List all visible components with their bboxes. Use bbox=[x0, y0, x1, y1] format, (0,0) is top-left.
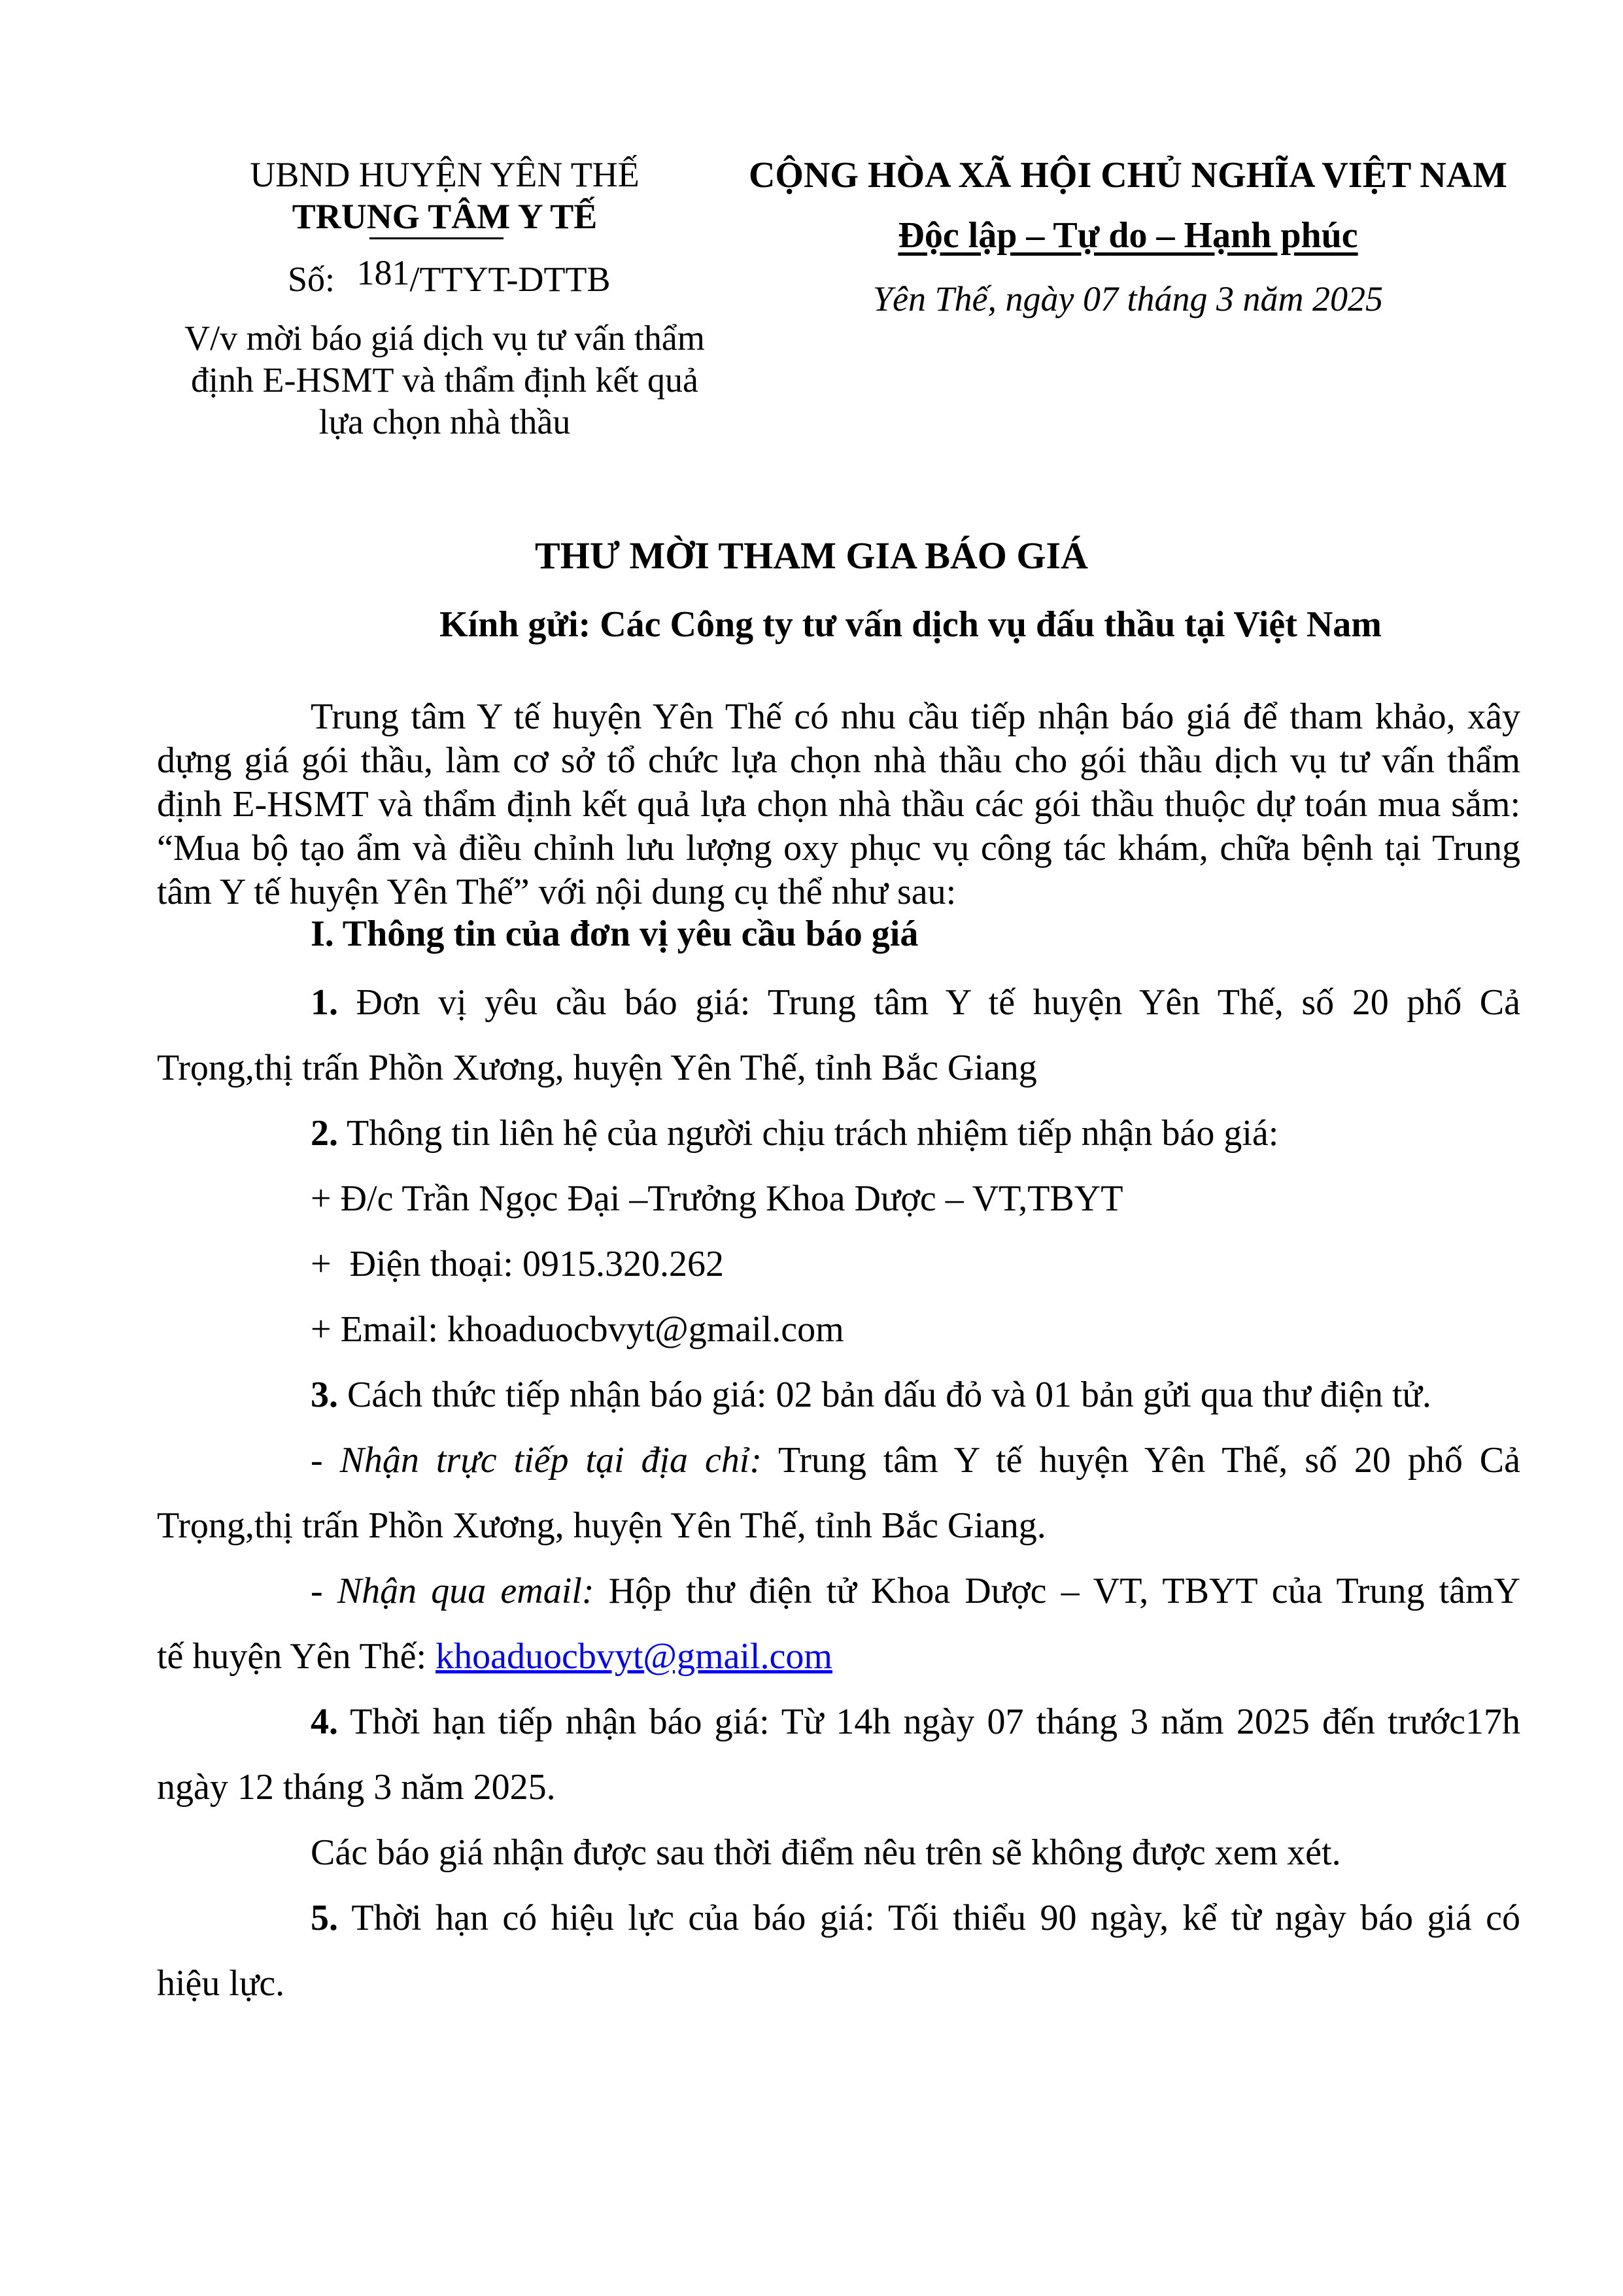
item-5-line-2: hiệu lực. bbox=[157, 1963, 285, 2004]
number-suffix: /TTYT-DTTB bbox=[409, 260, 611, 299]
nation-name: CỘNG HÒA XÃ HỘI CHỦ NGHĨA VIỆT NAM bbox=[748, 155, 1508, 196]
section-1-heading: I. Thông tin của đơn vị yêu cầu báo giá bbox=[311, 914, 919, 954]
item-4 bbox=[311, 1700, 1520, 1744]
header-right bbox=[719, 154, 1537, 337]
email-receipt-prefix: tế huyện Yên Thế: bbox=[157, 1636, 427, 1677]
direct-receipt-line-1: Trung tâm Y tế huyện Yên Thế, số 20 phố Cả bbox=[777, 1440, 1520, 1481]
direct-receipt-label: - Nhận trực tiếp tại địa chỉ: bbox=[311, 1440, 762, 1481]
item-1 bbox=[311, 981, 1520, 1025]
item-5 bbox=[311, 1896, 1520, 1940]
subject-line-1: V/v mời báo giá dịch vụ tư vấn thẩm bbox=[184, 318, 705, 358]
item-1-number: 1. bbox=[311, 982, 338, 1023]
email-receipt-line-1: Hộp thư điện tử Khoa Dược – VT, TBYT của Trung tâmY bbox=[608, 1571, 1520, 1611]
direct-receipt bbox=[311, 1439, 1520, 1482]
item-3-number: 3. bbox=[311, 1375, 338, 1415]
contact-email: + Email: khoaduocbvyt@gmail.com bbox=[311, 1309, 844, 1350]
item-3-text: Cách thức tiếp nhận báo giá: 02 bản dấu đỏ và 01 bản gửi qua thư điện tử. bbox=[347, 1375, 1431, 1415]
intro-paragraph: Trung tâm Y tế huyện Yên Thế có nhu cầu tiếp nhận báo giá để tham khảo, xây dựng giá gói thầu, làm cơ sở tổ chức lựa chọn nhà thầu cho gói thầu dịch vụ tư vấn thẩm định E-HSMT và thẩm định kết quả lựa chọn nhà thầu các gói thầu thuộc dự toán mua sắm: “Mua bộ tạo ẩm và điều chỉnh lưu lượng oxy phục vụ công tác khám, chữa bệnh tại Trung tâm Y tế huyện Yên Thế” với nội dung cụ thể như sau: bbox=[157, 696, 1520, 912]
direct-receipt-line-2: Trọng,thị trấn Phồn Xương, huyện Yên Thế, tỉnh Bắc Giang. bbox=[157, 1505, 1046, 1546]
item-4-line-2: ngày 12 tháng 3 năm 2025. bbox=[157, 1767, 556, 1808]
agency-name: UBND HUYỆN YÊN THẾ bbox=[250, 155, 640, 194]
number-prefix: Số: bbox=[288, 260, 335, 299]
item-3 bbox=[311, 1373, 1431, 1417]
subject-line-3: lựa chọn nhà thầu bbox=[318, 402, 571, 441]
header-left bbox=[118, 154, 772, 448]
item-5-number: 5. bbox=[311, 1898, 338, 1938]
item-5-line-1: Thời hạn có hiệu lực của báo giá: Tối thiểu 90 ngày, kể từ ngày báo giá có bbox=[351, 1898, 1520, 1938]
motto: Độc lập – Tự do – Hạnh phúc bbox=[898, 215, 1358, 256]
document-date: Yên Thế, ngày 07 tháng 3 năm 2025 bbox=[873, 279, 1383, 318]
letter-title: THƯ MỜI THAM GIA BÁO GIÁ bbox=[535, 534, 1088, 577]
item-4-number: 4. bbox=[311, 1702, 338, 1742]
recipient-line: Kính gửi: Các Công ty tư vấn dịch vụ đấu thầu tại Việt Nam bbox=[439, 604, 1382, 645]
document-number bbox=[288, 253, 611, 300]
item-2-text: Thông tin liên hệ của người chịu trách nhiệm tiếp nhận báo giá: bbox=[347, 1113, 1279, 1154]
subject-line-2: định E-HSMT và thẩm định kết quả bbox=[191, 360, 698, 400]
email-receipt bbox=[311, 1569, 1520, 1613]
item-2 bbox=[311, 1112, 1278, 1156]
unit-underline bbox=[369, 237, 504, 239]
unit-name: TRUNG TÂM Y TẾ bbox=[292, 197, 598, 236]
item-1-line-2: Trọng,thị trấn Phồn Xương, huyện Yên Thế, tỉnh Bắc Giang bbox=[157, 1048, 1037, 1088]
email-link[interactable]: khoaduocbvyt@gmail.com bbox=[436, 1636, 832, 1677]
contact-person: + Đ/c Trần Ngọc Đại –Trưởng Khoa Dược – VT,TBYT bbox=[311, 1178, 1123, 1219]
item-1-line-1: Đơn vị yêu cầu báo giá: Trung tâm Y tế huyện Yên Thế, số 20 phố Cả bbox=[356, 982, 1521, 1023]
item-4-note: Các báo giá nhận được sau thời điểm nêu trên sẽ không được xem xét. bbox=[311, 1832, 1341, 1873]
item-4-line-1: Thời hạn tiếp nhận báo giá: Từ 14h ngày 07 tháng 3 năm 2025 đến trước17h bbox=[350, 1702, 1520, 1742]
number-value: 181 bbox=[356, 253, 410, 292]
item-2-number: 2. bbox=[311, 1113, 338, 1154]
email-receipt-label: - Nhận qua email: bbox=[311, 1571, 594, 1611]
email-receipt-line-2 bbox=[157, 1635, 832, 1679]
contact-phone: + Điện thoại: 0915.320.262 bbox=[311, 1244, 724, 1284]
